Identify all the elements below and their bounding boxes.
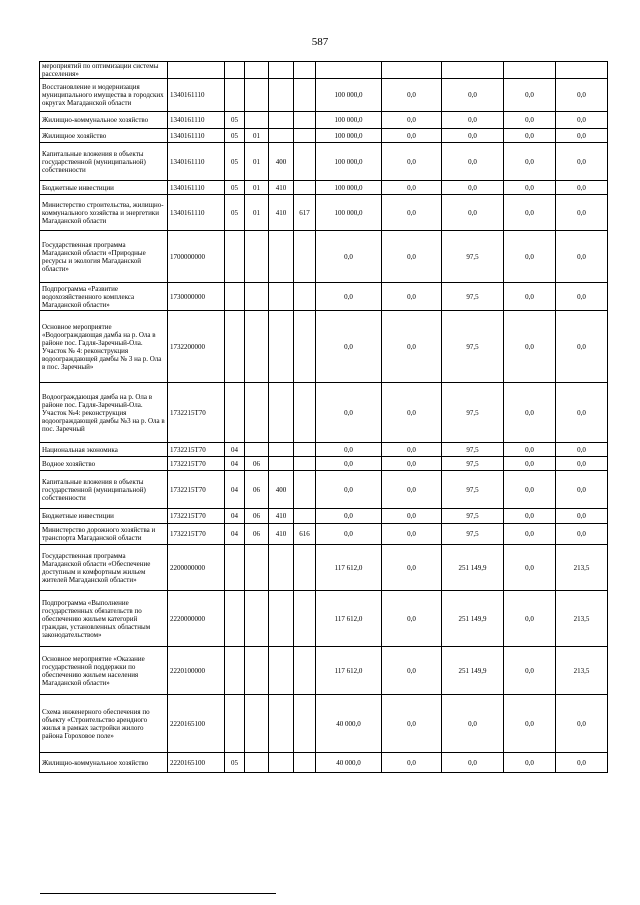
row-value-4: 0,0 [504,383,556,443]
row-name: Жилищно-коммунальное хозяйство [40,112,168,129]
row-ministry-code [294,283,316,311]
row-value-5: 0,0 [556,383,608,443]
row-expense-type [269,311,294,383]
row-subsection [245,647,269,695]
row-code: 1732215Т70 [168,443,225,457]
table-row [40,112,608,129]
row-subsection [245,753,269,773]
row-name: Капитальные вложения в объекты государственной (муниципальной) собственности [40,143,168,181]
row-section: 04 [225,509,245,524]
row-expense-type [269,112,294,129]
row-value-5: 0,0 [556,195,608,231]
row-ministry-code: 616 [294,524,316,545]
row-subsection: 06 [245,457,269,471]
row-value-4: 0,0 [504,509,556,524]
row-name: Жилищное хозяйство [40,129,168,143]
row-value-4: 0,0 [504,471,556,509]
row-name: Министерство дорожного хозяйства и транспорта Магаданской области [40,524,168,545]
row-value-5: 0,0 [556,129,608,143]
table-row [40,457,608,471]
row-value-1: 0,0 [316,231,382,283]
row-value-1: 0,0 [316,524,382,545]
row-ministry-code [294,647,316,695]
row-value-5: 0,0 [556,524,608,545]
row-expense-type [269,457,294,471]
row-expense-type: 410 [269,524,294,545]
row-value-2: 0,0 [382,311,442,383]
budget-table [39,61,608,773]
row-value-2: 0,0 [382,545,442,591]
row-name: мероприятий по оптимизации системы расселения» [40,62,168,79]
row-value-2: 0,0 [382,443,442,457]
row-name: Подпрограмма «Выполнение государственных обязательств по обеспечению жильем категорий граждан, установленных областным законодательством» [40,591,168,647]
row-expense-type [269,443,294,457]
row-value-3: 97,5 [442,509,504,524]
row-value-1: 40 000,0 [316,695,382,753]
row-code: 1340161110 [168,181,225,195]
row-value-4: 0,0 [504,443,556,457]
row-subsection [245,62,269,79]
row-expense-type: 410 [269,195,294,231]
row-name: Подпрограмма «Развитие водохозяйственного комплекса Магаданской области» [40,283,168,311]
row-section: 05 [225,195,245,231]
row-code: 1732215Т70 [168,524,225,545]
row-value-2: 0,0 [382,524,442,545]
row-value-1: 40 000,0 [316,753,382,773]
table-row [40,283,608,311]
row-value-3: 0,0 [442,112,504,129]
row-section [225,383,245,443]
row-value-5: 213,5 [556,591,608,647]
row-section [225,79,245,112]
row-value-5: 0,0 [556,79,608,112]
row-section: 05 [225,129,245,143]
row-value-4 [504,62,556,79]
row-value-2: 0,0 [382,195,442,231]
row-value-1: 100 000,0 [316,181,382,195]
table-row [40,143,608,181]
row-value-4: 0,0 [504,545,556,591]
row-value-2: 0,0 [382,283,442,311]
row-code: 1732200000 [168,311,225,383]
row-section [225,695,245,753]
row-expense-type [269,545,294,591]
row-value-1: 117 612,0 [316,591,382,647]
row-value-2: 0,0 [382,143,442,181]
row-value-2: 0,0 [382,753,442,773]
row-value-2: 0,0 [382,129,442,143]
row-value-4: 0,0 [504,457,556,471]
row-expense-type [269,647,294,695]
row-ministry-code [294,79,316,112]
row-ministry-code [294,457,316,471]
row-section [225,545,245,591]
row-ministry-code [294,753,316,773]
row-subsection: 01 [245,129,269,143]
row-value-3: 97,5 [442,471,504,509]
row-section: 05 [225,181,245,195]
row-ministry-code [294,231,316,283]
row-code: 1340161110 [168,112,225,129]
row-value-5: 0,0 [556,283,608,311]
row-subsection [245,695,269,753]
row-value-3: 0,0 [442,695,504,753]
row-value-5: 0,0 [556,753,608,773]
row-section [225,283,245,311]
footer-divider [40,893,276,894]
row-section: 05 [225,753,245,773]
row-expense-type [269,129,294,143]
row-value-4: 0,0 [504,112,556,129]
row-value-5: 0,0 [556,143,608,181]
row-value-4: 0,0 [504,143,556,181]
row-value-3: 97,5 [442,383,504,443]
row-value-1: 0,0 [316,509,382,524]
row-ministry-code [294,383,316,443]
row-name: Жилищно-коммунальное хозяйство [40,753,168,773]
row-value-2 [382,62,442,79]
row-code: 1730000000 [168,283,225,311]
row-value-3: 251 149,9 [442,545,504,591]
row-section: 05 [225,112,245,129]
row-expense-type [269,383,294,443]
row-value-3: 97,5 [442,457,504,471]
row-value-2: 0,0 [382,231,442,283]
row-value-2: 0,0 [382,471,442,509]
row-value-5: 0,0 [556,509,608,524]
row-value-5: 0,0 [556,695,608,753]
row-value-1: 100 000,0 [316,195,382,231]
table-row [40,383,608,443]
row-ministry-code: 617 [294,195,316,231]
row-value-5: 0,0 [556,443,608,457]
row-name: Министерство строительства, жилищно-коммунального хозяйства и энергетики Магаданской области [40,195,168,231]
row-value-5: 213,5 [556,545,608,591]
row-ministry-code [294,545,316,591]
row-value-4: 0,0 [504,231,556,283]
row-expense-type [269,231,294,283]
row-code [168,62,225,79]
row-code: 2220165100 [168,695,225,753]
row-subsection: 01 [245,181,269,195]
row-code: 2200000000 [168,545,225,591]
table-row [40,753,608,773]
row-subsection [245,112,269,129]
row-value-2: 0,0 [382,181,442,195]
row-name: Национальная экономика [40,443,168,457]
row-code: 1700000000 [168,231,225,283]
row-value-1: 0,0 [316,383,382,443]
row-expense-type: 400 [269,471,294,509]
row-ministry-code [294,509,316,524]
row-value-2: 0,0 [382,509,442,524]
row-section: 05 [225,143,245,181]
row-subsection [245,443,269,457]
row-value-4: 0,0 [504,79,556,112]
row-code: 1340161110 [168,129,225,143]
row-value-3: 0,0 [442,143,504,181]
row-ministry-code [294,62,316,79]
row-code: 2220100000 [168,647,225,695]
row-code: 1340161110 [168,143,225,181]
table-row [40,181,608,195]
row-section [225,591,245,647]
table-row [40,471,608,509]
row-subsection [245,231,269,283]
row-section [225,647,245,695]
row-section: 04 [225,524,245,545]
row-name: Основное мероприятие «Оказание государственной поддержки по обеспечению жильем населения Магаданской области» [40,647,168,695]
row-value-1: 100 000,0 [316,129,382,143]
row-section [225,311,245,383]
row-value-3: 0,0 [442,181,504,195]
row-code: 1732215Т70 [168,509,225,524]
row-name: Водоограждающая дамба на р. Ола в районе пос. Гадля-Заречный-Ола. Участок №4: реконструкция водоограждающей дамбы №3 на р. Ола в пос. Заречный [40,383,168,443]
row-expense-type [269,753,294,773]
row-value-4: 0,0 [504,695,556,753]
row-value-5: 0,0 [556,311,608,383]
row-value-1: 0,0 [316,311,382,383]
row-ministry-code [294,471,316,509]
row-code: 1340161110 [168,79,225,112]
row-value-1: 0,0 [316,443,382,457]
row-value-3: 97,5 [442,283,504,311]
row-value-2: 0,0 [382,112,442,129]
row-expense-type [269,591,294,647]
row-name: Основное мероприятие «Водоограждающая дамба на р. Ола в районе пос. Гадля-Заречный-Ола. Участок № 4: реконструкция водоограждающей дамбы № 3 на р. Ола в пос. Заречный» [40,311,168,383]
row-value-3: 97,5 [442,231,504,283]
row-expense-type [269,695,294,753]
row-name: Капитальные вложения в объекты государственной (муниципальной) собственности [40,471,168,509]
row-ministry-code [294,181,316,195]
row-value-5: 0,0 [556,112,608,129]
row-section: 04 [225,443,245,457]
row-value-2: 0,0 [382,383,442,443]
row-value-2: 0,0 [382,695,442,753]
row-ministry-code [294,695,316,753]
row-value-4: 0,0 [504,647,556,695]
row-expense-type: 410 [269,509,294,524]
row-subsection [245,79,269,112]
row-value-5: 0,0 [556,181,608,195]
row-expense-type [269,283,294,311]
row-value-2: 0,0 [382,457,442,471]
row-ministry-code [294,129,316,143]
row-code: 1732215Т70 [168,383,225,443]
row-value-1: 0,0 [316,457,382,471]
row-value-1: 0,0 [316,471,382,509]
row-value-1 [316,62,382,79]
row-ministry-code [294,591,316,647]
row-expense-type: 400 [269,143,294,181]
table-row [40,545,608,591]
row-value-1: 100 000,0 [316,79,382,112]
table-row [40,647,608,695]
row-subsection [245,591,269,647]
row-value-3: 0,0 [442,753,504,773]
row-subsection [245,283,269,311]
table-row [40,524,608,545]
table-row [40,231,608,283]
table-row [40,509,608,524]
row-value-5 [556,62,608,79]
table-body [40,62,608,773]
row-code: 1732215Т70 [168,457,225,471]
row-subsection: 06 [245,471,269,509]
row-expense-type [269,79,294,112]
row-section [225,231,245,283]
row-value-5: 0,0 [556,457,608,471]
row-value-1: 0,0 [316,283,382,311]
row-value-4: 0,0 [504,524,556,545]
row-subsection [245,383,269,443]
row-expense-type [269,62,294,79]
row-value-3: 0,0 [442,129,504,143]
row-section: 04 [225,457,245,471]
row-value-3 [442,62,504,79]
page-number: 587 [311,36,329,48]
row-section [225,62,245,79]
row-name: Государственная программа Магаданской области «Природные ресурсы и экология Магаданской области» [40,231,168,283]
row-value-1: 100 000,0 [316,112,382,129]
row-ministry-code [294,143,316,181]
table-row [40,311,608,383]
row-value-4: 0,0 [504,311,556,383]
table-row [40,443,608,457]
table-row [40,62,608,79]
table-row [40,591,608,647]
row-subsection: 01 [245,143,269,181]
row-code: 1732215Т70 [168,471,225,509]
row-value-1: 117 612,0 [316,647,382,695]
row-value-3: 251 149,9 [442,591,504,647]
row-value-4: 0,0 [504,129,556,143]
table-row [40,695,608,753]
row-ministry-code [294,443,316,457]
row-name: Водное хозяйство [40,457,168,471]
row-value-1: 117 612,0 [316,545,382,591]
row-name: Восстановление и модернизация муниципального имущества в городских округах Магаданской области [40,79,168,112]
row-code: 2220165100 [168,753,225,773]
table-row [40,195,608,231]
row-value-3: 0,0 [442,195,504,231]
row-value-4: 0,0 [504,195,556,231]
row-subsection [245,311,269,383]
row-subsection [245,545,269,591]
row-subsection: 06 [245,524,269,545]
row-value-5: 0,0 [556,231,608,283]
row-value-3: 0,0 [442,79,504,112]
table-row [40,129,608,143]
row-name: Государственная программа Магаданской области «Обеспечение доступным и комфортным жильем жителей Магаданской области» [40,545,168,591]
row-name: Бюджетные инвестиции [40,181,168,195]
row-value-4: 0,0 [504,181,556,195]
row-section: 04 [225,471,245,509]
row-name: Бюджетные инвестиции [40,509,168,524]
row-ministry-code [294,311,316,383]
row-value-5: 213,5 [556,647,608,695]
row-value-2: 0,0 [382,79,442,112]
row-value-3: 97,5 [442,311,504,383]
row-value-2: 0,0 [382,647,442,695]
row-value-3: 251 149,9 [442,647,504,695]
row-value-3: 97,5 [442,443,504,457]
row-name: Схема инженерного обеспечения по объекту «Строительство арендного жилья в рамках застройки жилого района Гороховое поле» [40,695,168,753]
row-code: 2220000000 [168,591,225,647]
row-value-4: 0,0 [504,283,556,311]
row-subsection: 01 [245,195,269,231]
row-value-2: 0,0 [382,591,442,647]
row-value-3: 97,5 [442,524,504,545]
row-expense-type: 410 [269,181,294,195]
row-value-5: 0,0 [556,471,608,509]
row-value-4: 0,0 [504,591,556,647]
table-row [40,79,608,112]
row-value-1: 100 000,0 [316,143,382,181]
row-value-4: 0,0 [504,753,556,773]
row-code: 1340161110 [168,195,225,231]
row-subsection: 06 [245,509,269,524]
row-ministry-code [294,112,316,129]
